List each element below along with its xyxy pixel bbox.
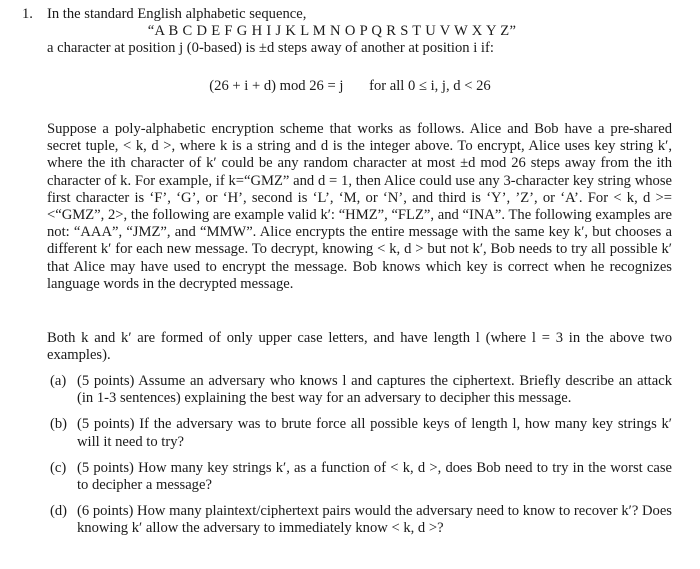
subquestion-text: (6 points) How many plaintext/ciphertext pairs would the adversary need to know to recover k′? Does knowing k′ allow the adversary to immediately know < k, d >? [77,503,672,537]
alphabet-sequence: “A B C D E F G H I J K L M N O P Q R S T U V W X Y Z” [147,23,517,40]
subquestion-text: (5 points) If the adversary was to brute force all possible keys of length l, how many key strings k′ will it need to try? [77,416,672,450]
equation-condition: for all 0 ≤ i, j, d < 26 [369,78,491,94]
subquestion-b [47,416,672,450]
rule-line: a character at position j (0-based) is ±d steps away of another at position i if: [47,40,494,57]
problem-number: 1. [22,6,33,22]
equation-expression: (26 + i + d) mod 26 = j [209,78,344,94]
subquestion-c [47,460,672,494]
problem-intro [47,6,677,58]
intro-line: In the standard English alphabetic sequence, [47,6,307,22]
subquestion-label: (c) [50,459,67,476]
subquestion-text: (5 points) How many key strings k′, as a function of < k, d >, does Bob need to try in the worst case to decipher a message? [77,459,672,494]
subquestion-label: (d) [50,503,68,520]
subquestion-list [47,373,672,547]
subquestion-text: (5 points) Assume an adversary who knows l and captures the ciphertext. Briefly describe an attack (in 1-3 sentences) explaining the best way for an adversary to decipher this message. [77,373,672,407]
modular-equation [0,78,700,95]
scheme-paragraph: Suppose a poly-alphabetic encryption scheme that works as follows. Alice and Bob have a pre-shared secret tuple, < k, d >, where k is a string and d is the integer above. To encrypt, Alice uses key string k′, where the ith character of k′ could be any random character at most ±d mod 26 steps away from the ith character of k. For example, if k=“GMZ” and d = 1, then Alice could use any 3-character key string whose first character is ‘F’, ‘G’, or ‘H’, second is ‘L’, ‘M, or ‘N’, and third is ‘Y’, ’Z’, or ‘A’. For < k, d >=<“GMZ”, 2>, the following are example valid k′: “HMZ”, “FLZ”, and “INA”. The following examples are not: “AAA”, “JMZ”, and “MMW”. Alice encrypts the entire message with the same key k′, but chooses a different k′ for each new message. To decrypt, knowing < k, d > but not k′, Bob needs to try all possible k′ that Alice may have used to encrypt the message. Bob knows which key is correct when he recognizes language words in the decrypted message. [47,121,672,292]
subquestion-a [47,373,672,407]
length-paragraph: Both k and k′ are formed of only upper case letters, and have length l (where l = 3 in the above two examples). [47,330,672,364]
subquestion-label: (b) [50,416,68,433]
subquestion-d [47,503,672,537]
subquestion-label: (a) [50,373,67,389]
